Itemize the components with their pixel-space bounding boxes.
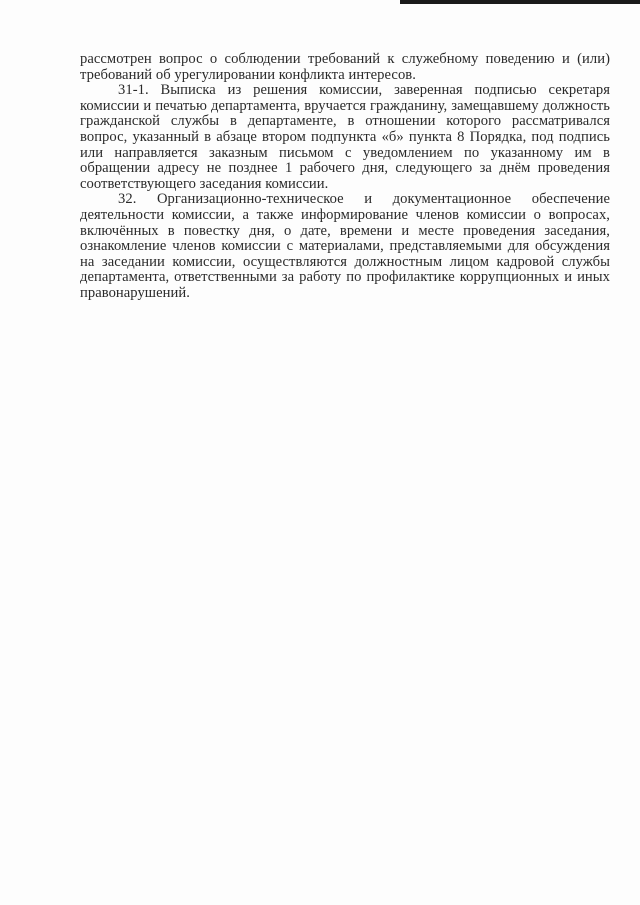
paragraph-continuation: рассмотрен вопрос о соблюдении требований к служебному поведению и (или) требований об урегулировании конфликта интересов.	[80, 51, 610, 83]
paragraph-31-1: 31-1. Выписка из решения комиссии, заверенная подписью секретаря комиссии и печатью департамента, вручается гражданину, замещавшему должность гражданской службы в департаменте, в отношении которого рассматривался вопрос, указанный в абзаце втором подпункта «б» пункта 8 Порядка, под подпись или направляется заказным письмом с уведомлением по указанному им в обращении адресу не позднее 1 рабочего дня, следующего за днём проведения соответствующего заседания комиссии.	[80, 82, 610, 192]
document-body	[80, 52, 610, 302]
scan-border-mark	[400, 0, 640, 4]
paragraph-32: 32. Организационно-техническое и документационное обеспечение деятельности комиссии, а также информирование членов комиссии о вопросах, включённых в повестку дня, о дате, времени и месте проведения заседания, ознакомление членов комиссии с материалами, представляемыми для обсуждения на заседании комиссии, осуществляются должностным лицом кадровой службы департамента, ответственными за работу по профилактике коррупционных и иных правонарушений.	[80, 191, 610, 301]
